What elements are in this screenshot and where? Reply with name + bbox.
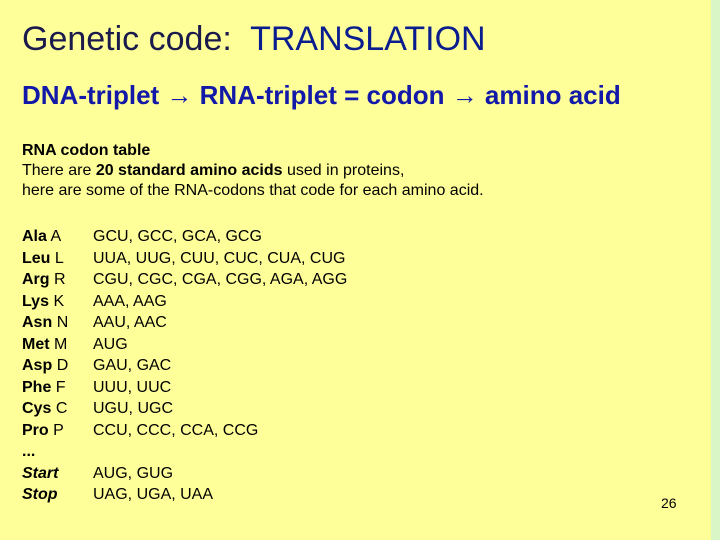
amino-acid-label bbox=[22, 248, 93, 270]
codon-row bbox=[22, 355, 347, 377]
intro-line3: here are some of the RNA-codons that code for each amino acid. bbox=[22, 182, 484, 199]
ellipsis: ... bbox=[22, 443, 36, 460]
codon-list: UUU, UUC bbox=[93, 378, 172, 396]
signal-row bbox=[22, 484, 347, 506]
right-edge-strip bbox=[711, 0, 720, 540]
intro-text bbox=[22, 141, 484, 201]
intro-line2-prefix: There are bbox=[22, 162, 96, 179]
amino-acid-one-letter: A bbox=[50, 228, 62, 245]
signal-row bbox=[22, 463, 347, 485]
codon-list: AUG bbox=[93, 335, 128, 353]
codon-row bbox=[22, 377, 347, 399]
amino-acid-three-letter: Phe bbox=[22, 378, 52, 396]
amino-acid-one-letter: R bbox=[54, 271, 66, 288]
codon-row bbox=[22, 420, 347, 442]
amino-acid-label bbox=[22, 398, 93, 420]
title-accent: TRANSLATION bbox=[250, 20, 486, 58]
amino-acid-three-letter: Leu bbox=[22, 249, 51, 267]
title-main: Genetic code: bbox=[22, 20, 232, 58]
codon-list: CGU, CGC, CGA, CGG, AGA, AGG bbox=[93, 271, 348, 288]
amino-acid-one-letter: L bbox=[54, 249, 64, 267]
signal-codon-list: AUG, GUG bbox=[93, 464, 174, 482]
signal-codon-list: UAG, UGA, UAA bbox=[93, 486, 214, 503]
codon-list: GAU, GAC bbox=[93, 357, 172, 374]
amino-acid-one-letter: K bbox=[53, 292, 65, 310]
amino-acid-three-letter: Asp bbox=[22, 357, 53, 374]
amino-acid-one-letter: M bbox=[54, 335, 68, 353]
codon-list: CCU, CCC, CCA, CCG bbox=[93, 421, 259, 439]
intro-line2-bold: 20 standard amino acids bbox=[95, 162, 283, 179]
amino-acid-three-letter: Cys bbox=[22, 400, 52, 417]
codon-row bbox=[22, 269, 347, 291]
codon-row bbox=[22, 334, 347, 356]
signal-label: Stop bbox=[22, 486, 58, 503]
amino-acid-three-letter: Met bbox=[22, 335, 50, 353]
amino-acid-three-letter: Asn bbox=[22, 314, 53, 331]
amino-acid-one-letter: F bbox=[55, 378, 66, 396]
amino-acid-label bbox=[22, 355, 93, 377]
amino-acid-three-letter: Ala bbox=[22, 228, 47, 245]
codon-row bbox=[22, 248, 347, 270]
amino-acid-one-letter: P bbox=[53, 421, 64, 439]
amino-acid-label bbox=[22, 377, 93, 399]
amino-acid-one-letter: D bbox=[56, 357, 69, 374]
amino-acid-label bbox=[22, 420, 93, 442]
slide-subtitle: DNA-triplet → RNA-triplet = codon → amino acid bbox=[22, 80, 621, 110]
intro-heading: RNA codon table bbox=[22, 142, 151, 159]
codon-row bbox=[22, 312, 347, 334]
ellipsis-row bbox=[22, 441, 347, 463]
amino-acid-one-letter: N bbox=[56, 314, 69, 331]
amino-acid-label bbox=[22, 312, 93, 334]
codon-list: GCU, GCC, GCA, GCG bbox=[93, 228, 262, 245]
amino-acid-label bbox=[22, 226, 93, 248]
codon-row bbox=[22, 398, 347, 420]
amino-acid-label bbox=[22, 291, 93, 313]
codon-list: AAU, AAC bbox=[93, 314, 167, 331]
codon-list: UUA, UUG, CUU, CUC, CUA, CUG bbox=[93, 249, 346, 267]
codon-row bbox=[22, 291, 347, 313]
intro-line2-suffix: used in proteins, bbox=[282, 162, 405, 179]
amino-acid-three-letter: Pro bbox=[22, 421, 49, 439]
signal-label: Start bbox=[22, 464, 59, 482]
codon-table bbox=[22, 226, 347, 506]
amino-acid-label bbox=[22, 334, 93, 356]
slide-title bbox=[22, 20, 486, 59]
codon-list: UGU, UGC bbox=[93, 400, 173, 417]
amino-acid-one-letter: C bbox=[55, 400, 68, 417]
amino-acid-three-letter: Arg bbox=[22, 271, 50, 288]
amino-acid-label bbox=[22, 269, 93, 291]
codon-row bbox=[22, 226, 347, 248]
amino-acid-three-letter: Lys bbox=[22, 292, 49, 310]
codon-list: AAA, AAG bbox=[93, 292, 167, 310]
page-number: 26 bbox=[661, 495, 677, 511]
